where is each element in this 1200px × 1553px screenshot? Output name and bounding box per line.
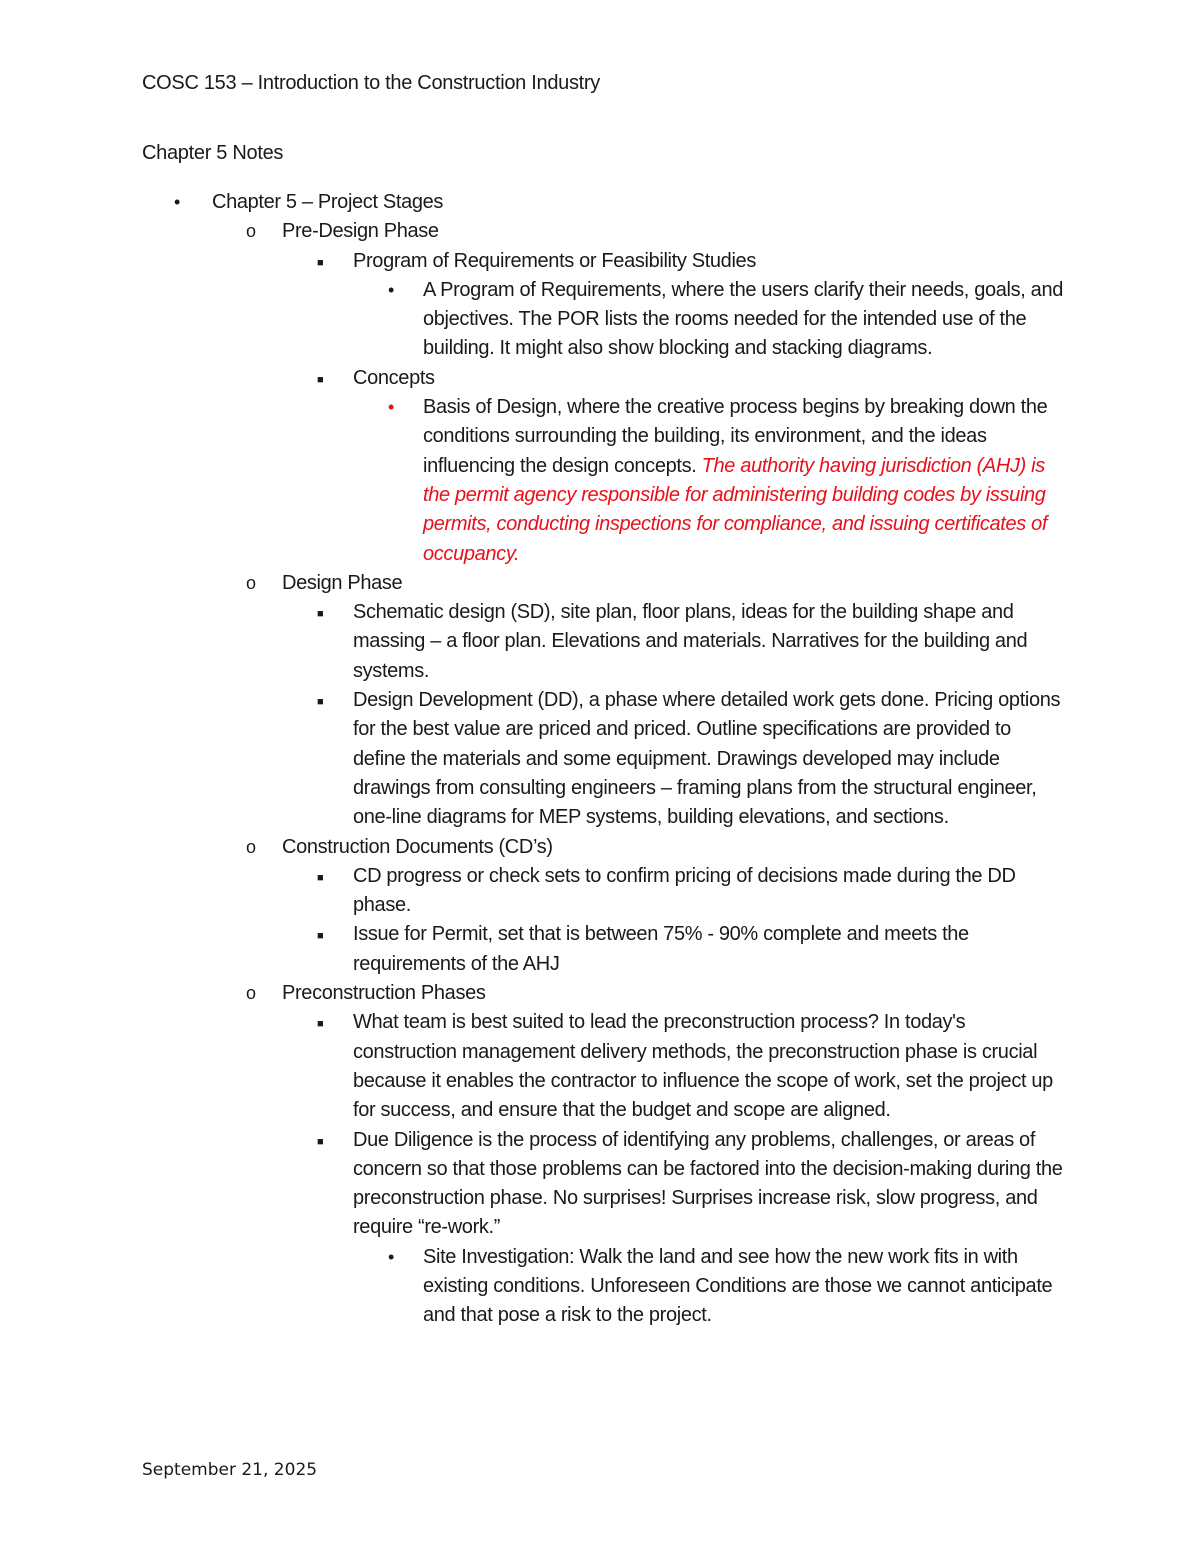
list-item-por-detail xyxy=(0,276,1200,364)
list-item-predesign xyxy=(0,217,1200,246)
list-item-preconstruction xyxy=(0,979,1200,1008)
list-item-text: Schematic design (SD), site plan, floor plans, ideas for the building shape and massing – a floor plan. Elevations and materials. Narratives for the building and systems. xyxy=(353,601,1028,682)
list-item-team-question xyxy=(0,1008,1200,1125)
bullet-marker: • xyxy=(174,192,180,212)
square-marker: ■ xyxy=(317,256,324,269)
list-item-text: Due Diligence is the process of identifying any problems, challenges, or areas of concern so that those problems can be factored into the decision-making during the preconstruction phase. No surprises! Surprises increase risk, slow progress, and require “re-work.” xyxy=(353,1128,1063,1239)
chapter-heading: Chapter 5 Notes xyxy=(142,142,284,164)
list-item-schematic-design xyxy=(0,598,1200,686)
list-item-design-phase xyxy=(0,569,1200,598)
list-item-text: Design Development (DD), a phase where detailed work gets done. Pricing options for the best value are priced and priced. Outline specifications are provided to define the materials and some equipment. Drawings developed may include drawings from consulting engineers – framing plans from the structural engineer, one-line diagrams for MEP systems, building elevations, and sections. xyxy=(353,689,1061,829)
circle-marker: o xyxy=(246,572,256,593)
list-item-text xyxy=(423,393,1063,569)
list-item-issue-for-permit xyxy=(0,920,1200,979)
list-item-text: Issue for Permit, set that is between 75% - 90% complete and meets the requirements of the AHJ xyxy=(353,923,969,975)
list-item-design-development xyxy=(0,686,1200,832)
list-item-text: A Program of Requirements, where the users clarify their needs, goals, and objectives. The POR lists the rooms needed for the intended use of the building. It might also show blocking and stacking diagrams. xyxy=(423,278,1063,360)
notes-outline xyxy=(0,188,1200,1331)
bullet-marker: • xyxy=(388,1246,394,1267)
square-marker: ■ xyxy=(317,696,324,709)
list-item-concepts xyxy=(0,364,1200,393)
course-title: COSC 153 – Introduction to the Construction Industry xyxy=(142,72,600,94)
square-marker: ■ xyxy=(317,1018,324,1031)
footer-date: September 21, 2025 xyxy=(142,1460,318,1480)
list-item-basis-of-design xyxy=(0,393,1200,569)
list-item-construction-documents xyxy=(0,833,1200,862)
square-marker: ■ xyxy=(317,608,324,621)
list-item-text: Pre-Design Phase xyxy=(282,220,439,243)
square-marker: ■ xyxy=(317,871,324,884)
basis-of-design-text: Basis of Design, where the creative process begins by breaking down the conditions surrounding the building, its environment, and the ideas influencing the design concepts. xyxy=(423,396,1048,477)
circle-marker: o xyxy=(246,221,256,242)
list-item-text: CD progress or check sets to confirm pricing of decisions made during the DD phase. xyxy=(353,864,1016,917)
bullet-marker: • xyxy=(388,279,394,300)
list-item-text: Chapter 5 – Project Stages xyxy=(212,191,444,213)
list-item-text: Construction Documents (CD’s) xyxy=(282,835,553,858)
square-marker: ■ xyxy=(317,930,324,943)
list-item-text: Program of Requirements or Feasibility Studies xyxy=(353,249,756,272)
red-bullet-marker: • xyxy=(388,397,394,418)
list-item-text: Design Phase xyxy=(282,571,403,594)
ahj-highlight-text: The authority having jurisdiction (AHJ) is the permit agency responsible for administering building codes by issuing permits, conducting inspections for compliance, and issuing certificates of occupancy. xyxy=(423,454,1048,565)
square-marker: ■ xyxy=(317,1135,324,1148)
list-item-cd-progress xyxy=(0,862,1200,921)
list-item-por xyxy=(0,247,1200,276)
list-item-site-investigation xyxy=(0,1243,1200,1331)
list-item-text: What team is best suited to lead the preconstruction process? In today's construction management delivery methods, the preconstruction phase is crucial because it enables the contractor to influence the scope of work, set the project up for success, and ensure that the budget and scope are aligned. xyxy=(353,1011,1053,1122)
circle-marker: o xyxy=(246,983,256,1004)
list-item-text: Preconstruction Phases xyxy=(282,982,486,1005)
list-item-due-diligence xyxy=(0,1126,1200,1243)
circle-marker: o xyxy=(246,836,256,857)
list-item-text: Concepts xyxy=(353,366,435,389)
list-item-text: Site Investigation: Walk the land and see how the new work fits in with existing conditions. Unforeseen Conditions are those we cannot anticipate and that pose a risk to the project. xyxy=(423,1245,1053,1327)
list-item-chapter xyxy=(0,188,1200,217)
square-marker: ■ xyxy=(317,373,324,386)
